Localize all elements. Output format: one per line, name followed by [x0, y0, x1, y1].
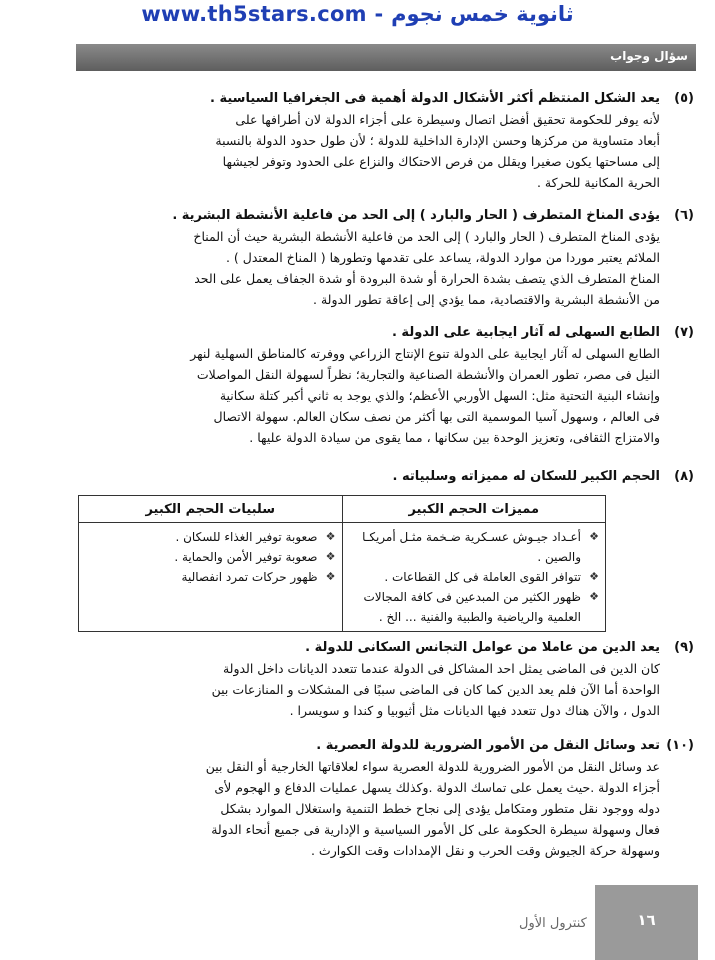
table-header-row: [79, 496, 606, 523]
comparison-table: [78, 495, 606, 632]
question-title-row: [78, 466, 694, 487]
question-7: [78, 322, 694, 448]
question-number: (٦): [674, 208, 694, 223]
list-item-text: صعوبة توفير الأمن والحماية .: [174, 550, 318, 564]
answer-line: عد وسائل النقل من الأمور الضرورية للدولة العصرية سواء لعلاقاتها الخارجية أو النقل بين: [205, 759, 660, 774]
list-item-text: تتوافر القوى العاملة فى كل القطاعات .: [384, 570, 581, 584]
answer-line: كان الدين فى الماضى يمثل احد المشاكل فى الدولة عندما تتعدد الديانات داخل الدولة: [222, 661, 660, 676]
list-item-text: صعوبة توفير الغذاء للسكان .: [175, 530, 318, 544]
answer-line: إلى مساحتها يكون صغيرا ويقلل من فرص الاحتكاك والنزاع على الحدود وتوفر لجيشها: [222, 154, 660, 169]
cons-cell: [79, 523, 343, 632]
diamond-bullet-icon: ❖: [589, 530, 599, 543]
list-item-text: أعـداد جيـوش عسـكرية ضـخمة مثـل أمريكـا والصين .: [362, 530, 581, 564]
answer-line: أجزاء الدولة .حيث يعمل على تماسك الدولة .وكذلك يسهل عمليات الدفاع و الهجوم لأى: [214, 780, 660, 795]
table-header-pros: مميزات الحجم الكبير: [342, 496, 606, 523]
answer-line: يؤدى المناخ المتطرف ( الحار والبارد ) إلى الحد من فاعلية الأنشطة البشرية حيث أن المناخ: [193, 229, 660, 244]
answer-line: فى العالم ، وسهول آسيا الموسمية التى بها أكثر من نصف سكان العالم. سهولة الاتصال: [213, 409, 660, 424]
question-title: الطابع السهلى له آثار ايجابية على الدولة .: [391, 325, 660, 340]
question-10: [78, 735, 694, 861]
question-number: (٨): [674, 469, 694, 484]
question-9: [78, 637, 694, 721]
answer-line: دوله ووجود نقل متطور ومتكامل يؤدى إلى نجاح خطط التنمية واستغلال الموارد بشكل: [220, 801, 660, 816]
diamond-bullet-icon: ❖: [325, 530, 336, 543]
answer-line: الدول ، والآن هناك دول تتعدد فيها الديانات مثل أثيوبيا و كندا و سويسرا .: [289, 703, 660, 718]
answer-text: [78, 343, 694, 448]
list-item-text: ظهور حركات تمرد انفصالية: [181, 570, 318, 584]
diamond-bullet-icon: ❖: [589, 570, 599, 583]
answer-line: النيل فى مصر، تطور العمران والأنشطة الصناعية والتجارية؛ نظراً لسهولة النقل المواصلات: [196, 367, 660, 382]
question-title-row: [78, 735, 694, 756]
list-item: [85, 567, 336, 587]
diamond-bullet-icon: ❖: [325, 550, 336, 563]
question-title: الحجم الكبير للسكان له مميزاته وسلبياته .: [392, 469, 660, 484]
diamond-bullet-icon: ❖: [325, 570, 336, 583]
question-title-row: [78, 637, 694, 658]
section-header-bar: [76, 44, 696, 71]
list-item: [85, 527, 336, 547]
question-title: يعد الشكل المنتظم أكثر الأشكال الدولة أهمية فى الجغرافيا السياسية .: [210, 91, 660, 106]
answer-line: أبعاد متساوية من مركزها وحسن الإدارة الداخلية للدولة ؛ لأن طول حدود الدولة بالنسبة: [215, 133, 660, 148]
answer-text: [78, 658, 694, 721]
table-row: [79, 523, 606, 632]
section-header-label: سؤال وجواب: [610, 49, 688, 63]
question-number: (٧): [674, 325, 694, 340]
answer-line: الواحدة أما الآن فلم يعد الدين كما كان فى الماضى سببًا فى المشكلات و المنازعات بين: [211, 682, 660, 697]
question-title: يعد الدين من عاملا من عوامل التجانس السكانى للدولة .: [305, 640, 660, 655]
pros-cell: [342, 523, 606, 632]
answer-line: وسهولة حركة الجيوش وقت الحرب و نقل الإمدادات وقت الكوارث .: [310, 843, 660, 858]
site-url-watermark[interactable]: www.th5stars.com - ثانوية خمس نجوم: [141, 2, 574, 26]
answer-line: من الأنشطة البشرية والاقتصادية، مما يؤدي إلى إعاقة تطور الدولة .: [313, 292, 660, 307]
list-item: [349, 567, 600, 587]
answer-line: الطابع السهلى له آثار ايجابية على الدولة تنوع الإنتاج الزراعي ووفرته كالمناطق السهلية لنهر: [190, 346, 660, 361]
answer-line: وإنشاء البنية التحتية مثل: السهل الأوربي الأعظم؛ والذي يوجد به ثاني أكبر كتلة سكانية: [219, 388, 660, 403]
list-item: [85, 547, 336, 567]
question-number: (٩): [674, 640, 694, 655]
question-5: [78, 88, 694, 193]
question-title: تعد وسائل النقل من الأمور الضرورية للدولة العصرية .: [316, 738, 660, 753]
list-item: [349, 587, 600, 627]
table-header-cons: سلبيات الحجم الكبير: [79, 496, 343, 523]
question-6: [78, 205, 694, 310]
list-item: [349, 527, 600, 567]
question-title-row: [78, 88, 694, 109]
answer-text: [78, 109, 694, 193]
answer-line: المناخ المتطرف الذي يتصف بشدة الحرارة أو شدة البرودة أو شدة الجفاف يعمل على الحد: [194, 271, 660, 286]
question-number: (١٠): [666, 738, 694, 753]
page-number: ١٦: [637, 911, 656, 929]
question-title-row: [78, 205, 694, 226]
question-8: [78, 466, 694, 487]
author-signature: كنترول الأول: [519, 916, 587, 931]
question-title: يؤدى المناخ المتطرف ( الحار والبارد ) إلى الحد من فاعلية الأنشطة البشرية .: [172, 208, 660, 223]
answer-text: [78, 756, 694, 861]
question-title-row: [78, 322, 694, 343]
answer-line: فعال وسهولة سيطرة الحكومة على كل الأمور السياسية و الإدارية فى جميع أنحاء الدولة: [211, 822, 660, 837]
answer-line: الحرية المكانية للحركة .: [536, 175, 660, 190]
question-number: (٥): [674, 91, 694, 106]
list-item-text: ظهور الكثير من المبدعين فى كافة المجالات العلمية والرياضية والطبية والفنية ... الخ .: [363, 590, 581, 624]
answer-text: [78, 226, 694, 310]
diamond-bullet-icon: ❖: [589, 590, 599, 603]
answer-line: لأنه يوفر للحكومة تحقيق أفضل اتصال وسيطرة على أجزاء الدولة لان أطرافها على: [235, 112, 660, 127]
answer-line: والامتزاج الثقافى، وتعزيز الوحدة بين سكانها ، مما يقوى من سيادة الدولة عليها .: [249, 430, 660, 445]
page-number-box: [595, 885, 698, 960]
answer-line: الملائم يعتبر موردا من موارد الدولة، يساعد على تقدمها وتطورها ( المناخ المعتدل ) .: [225, 250, 660, 265]
